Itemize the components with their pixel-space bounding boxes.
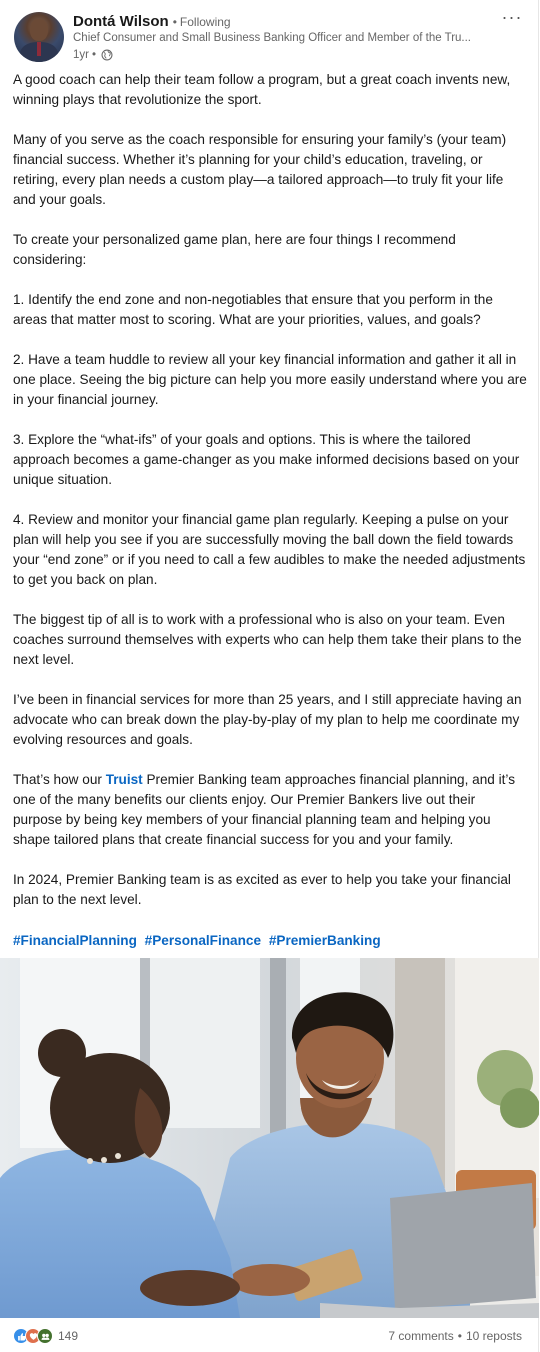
hashtag-link[interactable]: #PersonalFinance xyxy=(144,933,262,948)
truist-mention-link[interactable]: Truist xyxy=(105,772,143,787)
author-avatar[interactable] xyxy=(14,12,64,62)
engagement-counts xyxy=(388,1329,522,1343)
reaction-count: 149 xyxy=(58,1329,79,1343)
reactions-summary[interactable] xyxy=(13,1328,78,1344)
text-run: Premier Banking team approaches financial planning, and it’s one of the many benefits our clients enjoy. Our Premier Bankers live out their purpose by being key members of your financial planning team and helping you shape tailored plans that create financial success for you and your family. xyxy=(13,772,515,847)
text-run: That’s how our xyxy=(13,772,106,787)
hashtag-link[interactable]: #FinancialPlanning xyxy=(13,933,137,948)
author-name[interactable]: Dontá Wilson xyxy=(73,13,169,30)
social-counts-bar xyxy=(0,1320,539,1352)
reposts-count-link[interactable]: 10 reposts xyxy=(465,1329,522,1343)
post-age: 1yr xyxy=(73,49,89,61)
post-paragraph: 2. Have a team huddle to review all your key financial information and gather it all in one place. Seeing the big picture can help you more easily understand where you are in your financial journey. xyxy=(13,352,527,407)
post-paragraph: Many of you serve as the coach responsible for ensuring your family’s (your team) financial success. Whether it’s planning for your child’s education, traveling, or retiring, every plan needs a custom play—a tailored approach—to truly fit your life and your goals. xyxy=(13,132,507,207)
counts-separator: • xyxy=(457,1329,462,1343)
post-paragraph: The biggest tip of all is to work with a professional who is also on your team. Even coaches surround themselves with experts who can help them take their plans to the next level. xyxy=(13,612,522,667)
post-paragraph: 3. Explore the “what-ifs” of your goals and options. This is where the tailored approach becomes a game-changer as you make informed decisions based on your unique situation. xyxy=(13,432,520,487)
author-title: Chief Consumer and Small Business Banking Officer and Member of the Tru... xyxy=(73,32,472,44)
hashtag-link[interactable]: #PremierBanking xyxy=(268,933,381,948)
post-text xyxy=(13,70,527,930)
post-paragraph: To create your personalized game plan, here are four things I recommend considering: xyxy=(13,232,456,267)
name-separator: • xyxy=(172,15,177,29)
post-meta xyxy=(73,47,113,63)
post-paragraph: A good coach can help their team follow a program, but a great coach invents new, winning plays that revolutionize the sport. xyxy=(13,72,511,107)
post-image[interactable] xyxy=(0,958,539,1318)
follow-status: Following xyxy=(179,15,231,29)
post-paragraph: I’ve been in financial services for more than 25 years, and I still appreciate having an advocate who can break down the play-by-play of my plan to help me coordinate my evolving resources and goals. xyxy=(13,692,522,747)
avatar-tie xyxy=(37,42,41,56)
globe-icon xyxy=(101,49,113,61)
post-paragraph: 1. Identify the end zone and non-negotiables that ensure that you perform in the areas that matter most to scoring. What are your priorities, values, and goals? xyxy=(13,292,493,327)
hashtag-row xyxy=(13,931,385,951)
post-paragraph: 4. Review and monitor your financial game plan regularly. Keeping a pulse on your plan will help you see if you are successfully moving the ball down the field towards your “end zone” or if you need to call a few audibles to make the needed adjustments to get you back on plan. xyxy=(13,512,526,587)
post-paragraph: In 2024, Premier Banking team is as excited as ever to help you take your financial plan to the next level. xyxy=(13,872,511,907)
avatar-face xyxy=(30,19,48,41)
comments-count-link[interactable]: 7 comments xyxy=(388,1329,454,1343)
author-name-row xyxy=(73,13,231,33)
post-header xyxy=(0,0,540,70)
more-options-icon[interactable]: ··· xyxy=(501,7,523,27)
post-image-illustration xyxy=(0,958,539,1318)
meta-separator: • xyxy=(91,49,97,61)
post-paragraph-truist xyxy=(13,770,527,850)
support-icon xyxy=(37,1328,53,1344)
